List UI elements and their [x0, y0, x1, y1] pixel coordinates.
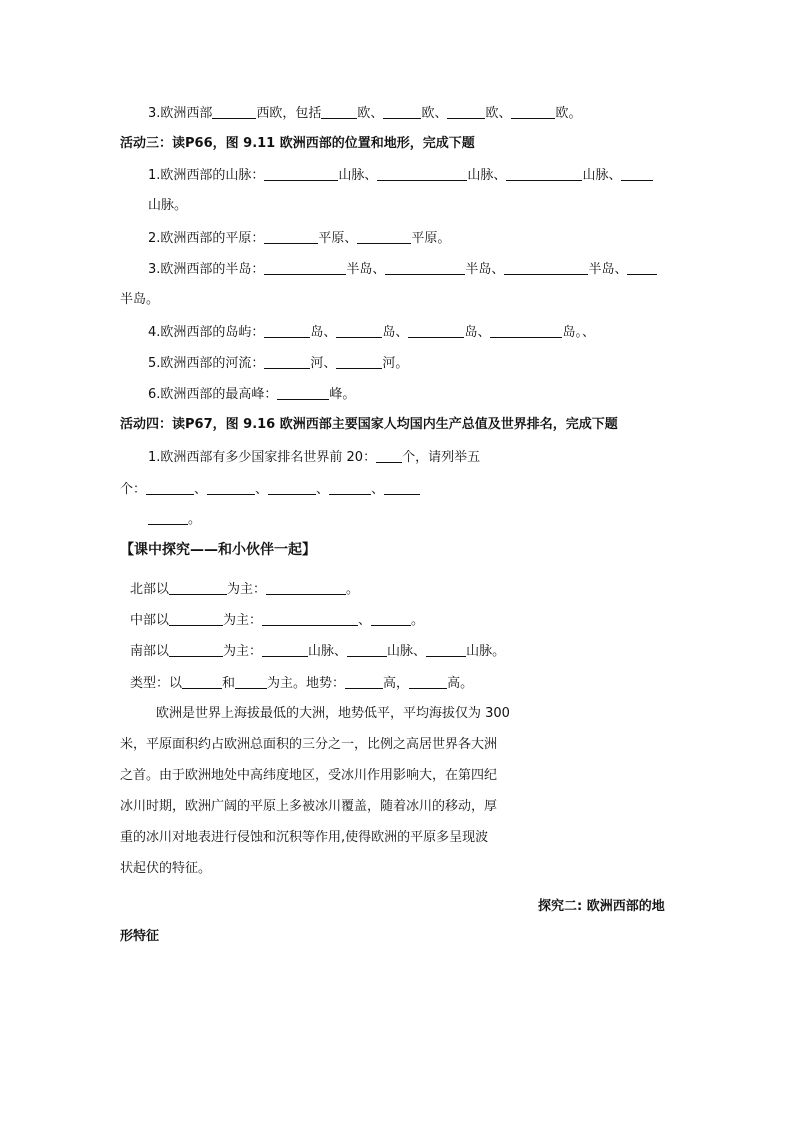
q1-prefix: 1.欧洲西部有多少国家排名世界前 20：: [148, 450, 377, 465]
answer-blank[interactable]: [385, 262, 465, 275]
mountains-text: 山脉、: [467, 168, 507, 183]
q3-prefix: 3.欧洲西部: [148, 106, 213, 121]
answer-blank[interactable]: [264, 231, 318, 244]
answer-blank[interactable]: [169, 644, 223, 657]
answer-blank[interactable]: [621, 168, 653, 181]
mountains-line: [148, 168, 653, 182]
middle-line: [130, 613, 424, 627]
plains-text: 平原。: [411, 231, 451, 246]
q3-text: 欧、: [485, 106, 512, 121]
type-line: [130, 676, 473, 690]
separator: 、: [371, 482, 385, 497]
separator: 、: [316, 482, 330, 497]
answer-blank[interactable]: [262, 644, 308, 657]
answer-blank[interactable]: [264, 325, 310, 338]
answer-blank[interactable]: [384, 482, 420, 495]
q1-wrap-prefix: 个：: [120, 482, 147, 497]
mountains-text: 山脉、: [338, 168, 378, 183]
answer-blank[interactable]: [207, 482, 255, 495]
plains-text: 平原、: [318, 231, 358, 246]
answer-blank[interactable]: [277, 387, 329, 400]
type-text: 高，: [383, 676, 410, 691]
answer-blank[interactable]: [347, 644, 387, 657]
south-line: [130, 644, 505, 658]
answer-blank[interactable]: [264, 168, 338, 181]
rivers-prefix: 5.欧洲西部的河流：: [148, 356, 265, 371]
answer-blank[interactable]: [447, 106, 485, 119]
north-line: [130, 582, 359, 596]
answer-blank[interactable]: [321, 106, 357, 119]
answer-blank[interactable]: [506, 168, 582, 181]
south-text: 为主：: [223, 644, 263, 659]
answer-blank[interactable]: [371, 613, 411, 626]
answer-blank[interactable]: [264, 262, 346, 275]
peak-prefix: 6.欧洲西部的最高峰：: [148, 387, 278, 402]
answer-blank[interactable]: [336, 356, 382, 369]
exploration-title: 【课中探究——和小伙伴一起】: [120, 542, 316, 558]
answer-blank[interactable]: [266, 582, 346, 595]
peak-line: [148, 387, 355, 401]
answer-blank[interactable]: [357, 231, 411, 244]
rivers-line: [148, 356, 408, 370]
answer-blank[interactable]: [336, 325, 382, 338]
north-text: 北部以: [130, 582, 170, 597]
type-text: 高。: [447, 676, 474, 691]
paragraph-line: 米，平原面积约占欧洲总面积的三分之一，比例之高居世界各大洲: [120, 737, 498, 752]
answer-blank[interactable]: [264, 356, 310, 369]
north-text: 为主：: [227, 582, 267, 597]
answer-blank[interactable]: [376, 450, 402, 463]
answer-blank[interactable]: [146, 482, 194, 495]
middle-text: 、: [358, 613, 372, 628]
answer-blank[interactable]: [169, 613, 223, 626]
islands-text: 岛、: [310, 325, 337, 340]
south-text: 山脉、: [387, 644, 427, 659]
answer-blank[interactable]: [345, 676, 383, 689]
answer-blank[interactable]: [408, 325, 464, 338]
separator: 、: [255, 482, 269, 497]
exploration2-heading-part2: 形特征: [120, 929, 160, 944]
answer-blank[interactable]: [182, 676, 222, 689]
type-text: 类型：以: [130, 676, 183, 691]
q1-mid: 个，请列举五: [402, 450, 481, 465]
answer-blank[interactable]: [262, 613, 358, 626]
answer-blank[interactable]: [235, 676, 267, 689]
type-text: 为主。地势：: [267, 676, 346, 691]
answer-blank[interactable]: [383, 106, 421, 119]
paragraph-line: 重的冰川对地表进行侵蚀和沉积等作用,使得欧洲的平原多呈现波: [120, 830, 489, 845]
mountains-wrap: 山脉。: [148, 198, 188, 213]
exploration2-heading-part1: 探究二: 欧洲西部的地: [538, 899, 665, 914]
answer-blank[interactable]: [490, 325, 562, 338]
type-text: 和: [222, 676, 236, 691]
peninsulas-prefix: 3.欧洲西部的半岛：: [148, 262, 265, 277]
answer-blank[interactable]: [169, 582, 227, 595]
answer-blank[interactable]: [426, 644, 466, 657]
activity4-q1-wrap: [120, 482, 420, 496]
q3-text: 西欧，包括: [256, 106, 322, 121]
q3-line: [148, 106, 581, 120]
paragraph-line: 之首。由于欧洲地处中高纬度地区，受冰川作用影响大，在第四纪: [120, 768, 498, 783]
plains-line: [148, 231, 450, 245]
answer-blank[interactable]: [329, 482, 371, 495]
peninsulas-text: 半岛、: [346, 262, 386, 277]
south-text: 南部以: [130, 644, 170, 659]
south-text: 山脉。: [466, 644, 506, 659]
peninsulas-line: [148, 262, 657, 276]
answer-blank[interactable]: [511, 106, 555, 119]
paragraph-line: 冰川时期，欧洲广阔的平原上多被冰川覆盖，随着冰川的移动，厚: [120, 799, 498, 814]
activity4-q1-end: [148, 512, 201, 526]
rivers-text: 河、: [310, 356, 337, 371]
islands-text: 岛、: [464, 325, 491, 340]
peninsulas-text: 半岛、: [465, 262, 505, 277]
answer-blank[interactable]: [268, 482, 316, 495]
paragraph-line: 欧洲是世界上海拔最低的大洲，地势低平，平均海拔仅为 300: [156, 706, 510, 721]
activity3-title: 活动三：读P66，图 9.11 欧洲西部的位置和地形，完成下题: [120, 136, 475, 151]
answer-blank[interactable]: [212, 106, 256, 119]
activity4-title: 活动四：读P67，图 9.16 欧洲西部主要国家人均国内生产总值及世界排名，完成下题: [120, 417, 618, 432]
q3-text: 欧、: [421, 106, 448, 121]
peninsulas-text: 半岛、: [588, 262, 628, 277]
middle-text: 中部以: [130, 613, 170, 628]
islands-prefix: 4.欧洲西部的岛屿：: [148, 325, 265, 340]
rivers-text: 河。: [382, 356, 409, 371]
separator: 、: [194, 482, 208, 497]
north-text: 。: [346, 582, 360, 597]
q3-text: 欧。: [555, 106, 582, 121]
middle-text: 。: [411, 613, 425, 628]
answer-blank[interactable]: [409, 676, 447, 689]
peninsulas-wrap: 半岛。: [120, 292, 160, 307]
plains-prefix: 2.欧洲西部的平原：: [148, 231, 265, 246]
paragraph-line: 状起伏的特征。: [120, 861, 212, 876]
end-mark: 。: [188, 512, 202, 527]
islands-text: 岛、: [382, 325, 409, 340]
south-text: 山脉、: [308, 644, 348, 659]
peak-text: 峰。: [329, 387, 356, 402]
answer-blank[interactable]: [504, 262, 588, 275]
mountains-prefix: 1.欧洲西部的山脉：: [148, 168, 265, 183]
islands-text: 岛。、: [562, 325, 595, 340]
islands-line: [148, 325, 595, 339]
mountains-text: 山脉、: [582, 168, 622, 183]
answer-blank[interactable]: [627, 262, 657, 275]
europe-terrain-paragraph: [120, 707, 532, 893]
middle-text: 为主：: [223, 613, 263, 628]
answer-blank[interactable]: [377, 168, 467, 181]
q3-text: 欧、: [357, 106, 384, 121]
activity4-q1-line: [148, 450, 480, 464]
answer-blank[interactable]: [148, 512, 188, 525]
